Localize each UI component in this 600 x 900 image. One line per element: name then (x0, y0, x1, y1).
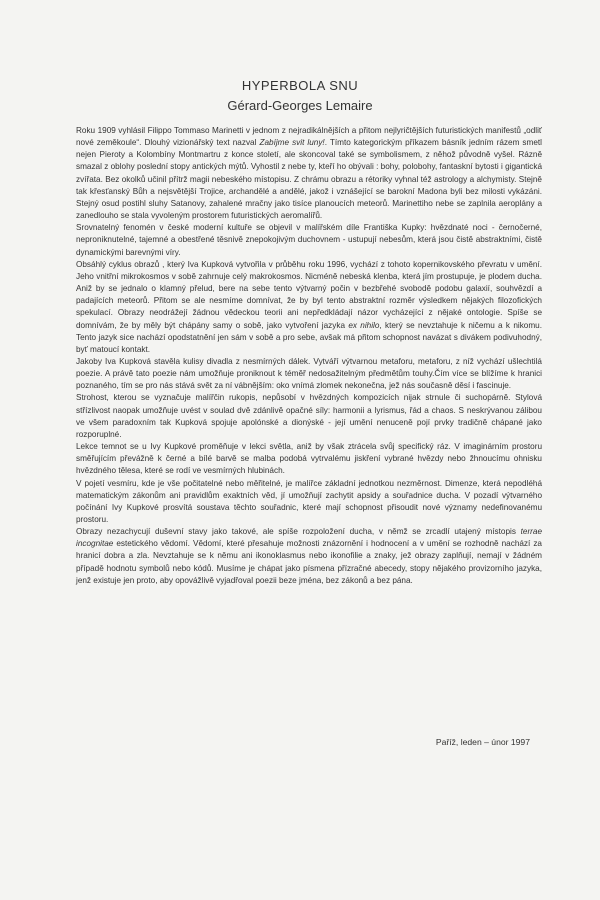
document-author: Gérard-Georges Lemaire (227, 98, 373, 113)
body-paragraph (76, 259, 542, 356)
body-paragraph (76, 125, 542, 222)
italic-phrase: ex nihilo (348, 320, 380, 330)
text-run: estetického vědomí. Vědomí, které přesahuje možnosti znázornění i hodnocení a v umění se rozhodně nachází za hranicí dobra a zla. Nevztahuje se k němu ani ikonoklasmus nebo ikonofilie a znaky, jež obrazy zaplňují, nemají v žádném případě hodnotu symbolů nebo kódů. Musíme je chápat jako písmena přízračné abecedy, stopy nějakého provizorního jazyka, jenž existuje jen proto, aby opovážlivě vyjadřoval poezii beze jména, bez zákonů a bez pána. (76, 539, 542, 585)
text-run: V pojetí vesmíru, kde je vše počitatelné nebo měřitelné, je malířce základní jednotkou nezměrnost. Dimenze, která nepodléhá matematickým zákonům ani pravidlům exaktních věd, jí umožňují zachytit apsidy a souřadnice ducha. V pozadí výtvarného počínání Ivy Kupkové prosvítá soustava těchto souřadnic, které mají schopnost přisoudit nové významy nedefinovanému prostoru. (76, 478, 542, 524)
italic-phrase: terrae incognitae (76, 527, 542, 549)
body-paragraph (76, 478, 542, 527)
italic-phrase: Zabíjme svit luny! (259, 138, 325, 148)
text-run: Roku 1909 vyhlásil Filippo Tommaso Marinetti v jednom z nejradikálnějších a přitom nejlyričtějších futuristických manifestů „odliť nové zeměkoule“. Dlouhý vizionářský text nazval (76, 126, 542, 148)
body-paragraph (76, 441, 542, 477)
document-signoff: Paříž, leden – únor 1997 (435, 737, 530, 747)
body-paragraph (76, 526, 542, 587)
text-run: Lekce temnot se u Ivy Kupkové proměňuje v lekci světla, aniž by však ztrácela svůj specifický ráz. V imaginárním prostoru směřujícím převážně k černé a bílé barvě se malba podobá vytrvalému jiskření vybrané hvězdy nebo žhnoucímu ohnisku hvězdného tělesa, které se rodí ve vesmírných hlubinách. (76, 442, 542, 476)
text-run: , který se nevztahuje k ničemu a k nikomu. Tento jazyk sice nachází opodstatnění jen sám v sobě a pro sebe, avšak má přitom schopnost navázat s divákem podivuhodný, byť matoucí kontakt. (76, 320, 543, 354)
text-run: Obrazy nezachycují duševní stavy jako takové, ale spíše rozpoložení ducha, v němž se zrcadlí utajený místopis (76, 527, 521, 537)
document-body (76, 125, 542, 587)
text-run: Jakoby Iva Kupková stavěla kulisy divadla z nesmírných dálek. Vytváří výtvarnou metaforu, metaforu, z níž vychází ušlechtilá poezie. A právě tato poezie nám umožňuje proniknout k téměř nedosažitelným předmětům touhy.Čím více se blížíme k hranici poznaného, tím se pro nás stává svět za ní vábnějším: oko vnímá zlomek nekonečna, jež nás současně děsí i fascinuje. (76, 356, 542, 391)
body-paragraph (76, 356, 542, 392)
body-paragraph (76, 392, 542, 441)
text-run: . Tímto kategorickým příkazem básník jedním rázem smetl nejen Pieroty a Kolombíny Montmartru z konce století, ale skoncoval také se symbolismem, z něhož původně vyšel. Rázně smazal z oblohy poslední stopy antických mýtů. Vyhostil z nebe ty, kteří ho obývali : bohy, polobohy, fantaskní bytosti i gigantická zvířata. Bez okolků učinil přítrž magii nebeského místopisu. Z chrámu obrazu a rétoriky vyhnal též astrology a alchymisty. Stejně tak křesťanský Bůh a nejsvětější Trojice, archandělé a andělé, jakož i vznášející se barokní Madona byli bez milosti vykázáni. Stejný osud postihl sluhy Satanovy, zahalené mračny jako tisíce planoucích meteorů. Marinettiho nebe se zaplnila aeroplány a zanedlouho se stala vyvoleným prostorem futuristických aeromalířů. (76, 138, 542, 221)
document-title: HYPERBOLA SNU (241, 78, 359, 93)
body-paragraph (76, 222, 542, 258)
text-run: Srovnatelný fenomén v české moderní kultuře se objevil v malířském díle Františka Kupky: hvězdnaté noci - černočerné, neproniknutelné, tajemné a obestřené těsnivě znepokojivým duchovnem - ustupují nebesům, která jsou čistě abstraktními, čistě dynamickými barevnými víry. (76, 223, 542, 257)
text-run: Strohost, kterou se vyznačuje malířčin rukopis, nepůsobí v hvězdných kompozicích nijak strnule či suchopárně. Stylová střízlivost naopak umožňuje uvést v soulad dvě zdánlivě opačné síly: harmonii a lyrismus, řád a chaos. S neskrývanou zálibou ve všem paradoxním tak Kupková spojuje apolónské a dionýské - její umění nenuceně pojí prvky tradičně chápané jako rozporuplné. (76, 393, 542, 439)
text-run: Obsáhlý cyklus obrazů , který Iva Kupková vytvořila v průběhu roku 1996, vychází z tohoto kopernikovského převratu v umění. Jeho vnitřní mikrokosmos v sobě zahrnuje celý makrokosmos. Nicméně nebeská klenba, která jím prostupuje, je plodem ducha. Aniž by se jednalo o klamný přelud, bere na sebe tento výtvarný počin v bezbřehé svobodě podobu galaxií, souhvězdí a padajících meteorů. Přitom se ale nesmíme domnívat, že by byl tento abstraktní rozměr výsledkem nějakých filozofických spekulací. Obrazy neodrážejí žádnou vědeckou teorii ani nepředkládají názor vycházející z nějaké ontologie. Spíše se domnívám, že by měly být chápány samy o sobě, jako vytvoření jazyka (76, 259, 542, 330)
